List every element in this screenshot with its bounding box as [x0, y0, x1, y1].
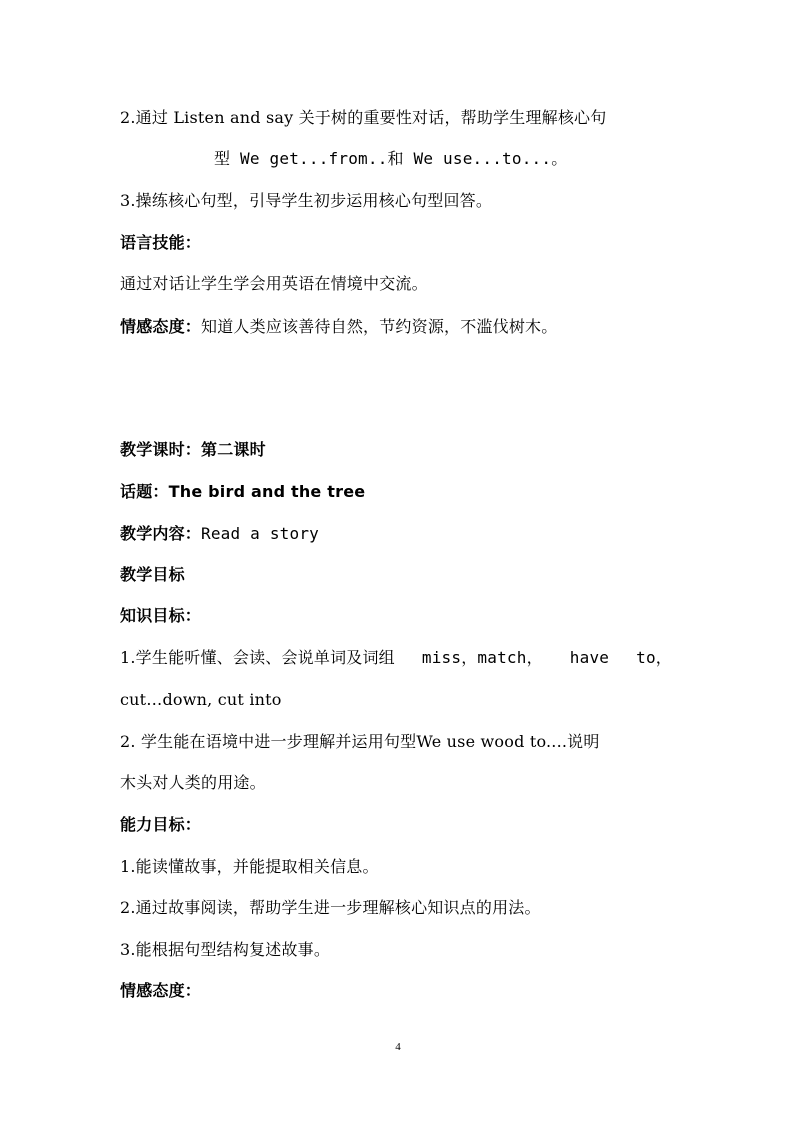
vocabulary-to: to，: [636, 648, 672, 667]
emotional-attitude-label: 情感态度：: [120, 317, 202, 336]
knowledge-objective-line-3: [120, 731, 680, 753]
paragraph-line-2: 型 We get...from..和 We use...to...。: [214, 149, 568, 168]
paragraph-language-skills: 通过对话让学生学会用英语在情境中交流。: [120, 274, 428, 293]
knowledge-objective-line-2: cut…down, cut into: [120, 690, 282, 709]
ability-objective-3: 3.能根据句型结构复述故事。: [120, 940, 331, 959]
emotional-attitude-heading: 情感态度：: [120, 981, 202, 1000]
teaching-objectives-heading: 教学目标: [120, 565, 185, 584]
teaching-content-label: 教学内容：: [120, 524, 202, 543]
teaching-content-text: Read a story: [201, 524, 320, 543]
paragraph-emotional-attitude: [120, 316, 680, 338]
lesson-period-heading: 教学课时：第二课时: [120, 440, 266, 459]
teaching-content-line: [120, 523, 680, 545]
knowledge-objective-line-1: [120, 647, 672, 669]
paragraph-line-1: 2.通过 Listen and say 关于树的重要性对话，帮助学生理解核心句: [120, 108, 607, 127]
knowledge-objective-sentence-text: 2. 学生能在语境中进一步理解并运用句型: [120, 732, 417, 751]
knowledge-objectives-heading: 知识目标：: [120, 606, 202, 625]
section-heading-language-skills: 语言技能：: [120, 233, 202, 252]
topic-text: The bird and the tree: [168, 482, 366, 501]
sentence-pattern: We use wood to....: [416, 732, 568, 751]
emotional-attitude-text: 知道人类应该善待自然，节约资源，不滥伐树木。: [201, 317, 558, 336]
ability-objectives-heading: 能力目标：: [120, 815, 202, 834]
knowledge-objective-sentence-tail: 说明: [567, 732, 600, 751]
knowledge-objective-text: 1.学生能听懂、会读、会说单词及词组: [120, 648, 395, 667]
vocabulary-words: miss，match，: [421, 648, 543, 667]
ability-objective-1: 1.能读懂故事，并能提取相关信息。: [120, 857, 379, 876]
ability-objective-2: 2.通过故事阅读，帮助学生进一步理解核心知识点的用法。: [120, 898, 541, 917]
vocabulary-have: have: [569, 648, 610, 667]
paragraph-line-3: 3.操练核心句型，引导学生初步运用核心句型回答。: [120, 191, 493, 210]
knowledge-objective-line-4: 木头对人类的用途。: [120, 773, 266, 792]
topic-label: 话题：: [120, 482, 169, 501]
page-number: 4: [395, 1041, 401, 1053]
topic-line: [120, 481, 680, 503]
